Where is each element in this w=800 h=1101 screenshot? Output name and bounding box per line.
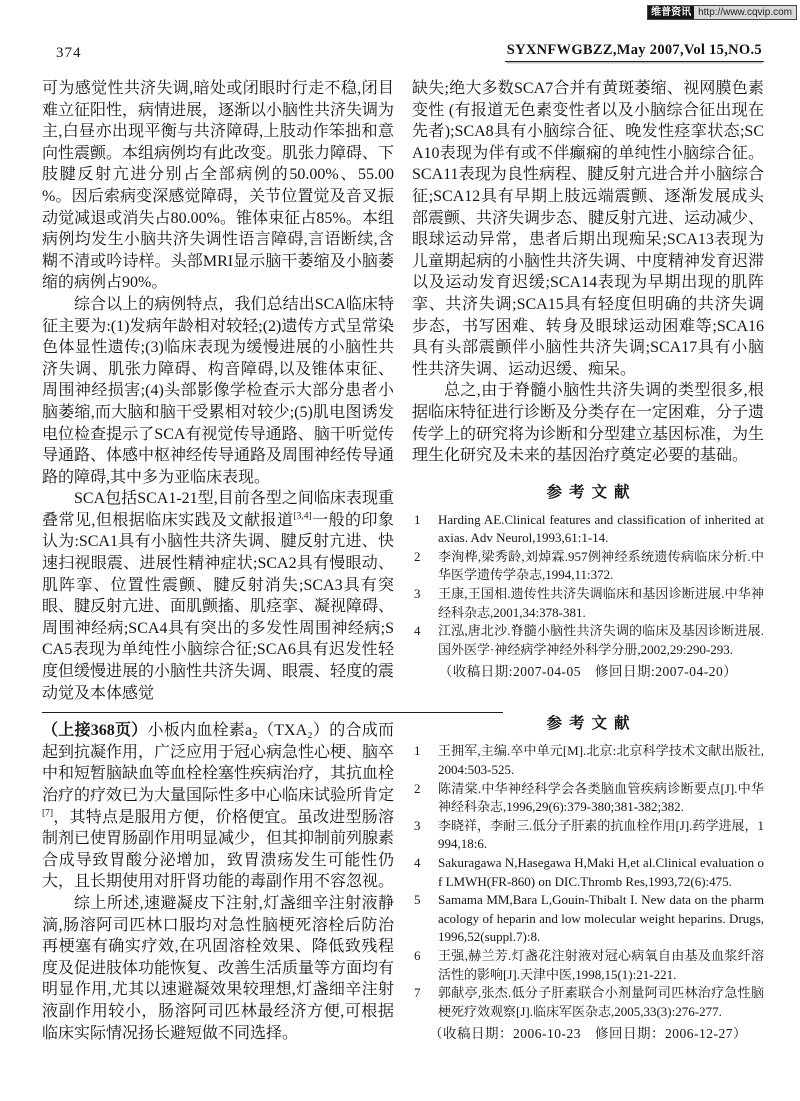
- reference-text: 王拥军,主编.卒中单元[M].北京:北京科学技术文献出版社,2004:503-525.: [438, 743, 764, 778]
- reference-item: [412, 511, 764, 548]
- article1-references-heading: 参考文献: [546, 483, 637, 501]
- reference-item: [412, 548, 764, 585]
- reference-number: 1: [414, 511, 421, 527]
- reference-text: 郭献亭,张杰.低分子肝素联合小剂量阿司匹林治疗急性脑梗死疗效观察[J].临床军医杂志,2005,33(3):276-277.: [438, 985, 764, 1019]
- watermark-url: http://www.cqvip.com: [694, 6, 796, 19]
- page-header: [42, 42, 764, 62]
- reference-text: 江泓,唐北沙.脊髓小脑性共济失调的临床及基因诊断进展.国外医学·神经病学神经外科学分册,2002,29:290-293.: [438, 623, 764, 657]
- reference-number: 7: [414, 985, 421, 1001]
- reference-text: 李洵桦,梁秀龄,刘焯霖.957例神经系统遗传病临床分析.中华医学遗传学杂志,1994,11:372.: [438, 548, 764, 583]
- reference-item: [412, 984, 764, 1021]
- citation-superscript: [7]: [42, 808, 54, 819]
- article2-references-heading: 参考文献: [546, 715, 637, 733]
- reference-item: [412, 947, 764, 984]
- reference-number: 4: [414, 855, 421, 870]
- paragraph: 总之,由于脊髓小脑性共济失调的类型很多,根据临床特征进行诊断及分类存在一定困难，分子遗传学上的研究将为诊断和分型建立基因标准，为生理生化研究及未来的基因治疗奠定必要的基础。: [412, 382, 765, 465]
- reference-number: 2: [414, 548, 421, 564]
- reference-item: [412, 817, 764, 854]
- paragraph: 综上所述,速避凝皮下注射,灯盏细辛注射液静滴,肠溶阿司匹林口服均对急性脑梗死溶栓后防治再梗塞有确实疗效,在巩固溶栓效果、降低致残程度及促进肢体功能恢复、改善生活质量等方面均有明显作用,尤其以速避凝效果较理想,灯盏细辛注射液副作用较小，肠溶阿司匹林最经济方便,可根据临床实际情况扬长避短做不同选择。: [42, 894, 395, 1042]
- reference-text: 陈清棠.中华神经科学会各类脑血管疾病诊断要点[J].中华神经科杂志,1996,29(6):379-380;381-382;382.: [438, 780, 764, 815]
- left-column: [42, 78, 394, 1044]
- citation-superscript: [3,4]: [293, 511, 312, 522]
- reference-number: 4: [414, 623, 421, 639]
- reference-number: 5: [414, 892, 421, 908]
- reference-item: [412, 891, 764, 947]
- reference-number: 3: [414, 586, 421, 602]
- article2-dates: （收稿日期：2006-10-23 修回日期：2006-12-27）: [429, 1026, 747, 1042]
- reference-text: 李晓祥，李耐三.低分子肝素的抗血栓作用[J].药学进展，1994,18:6.: [438, 817, 764, 852]
- reference-number: 6: [414, 947, 421, 963]
- reference-text: Harding AE.Clinical features and classification of inherited ataxias. Adv Neurol,1993,61:1-14.: [438, 511, 764, 546]
- reference-item: [412, 742, 764, 779]
- paragraph: 可为感觉性共济失调,暗处或闭眼时行走不稳,闭目难立征阳性，病情进展，逐渐以小脑性共济失调为主,白昼亦出现平衡与共济障碍,上肢动作笨拙和意向性震颤。本组病例均有此改变。肌张力障碍、下肢腱反射亢进分别占全部病例的50.00%、55.00 %。因后索病变深感觉障碍，关节位置觉及音叉振动觉减退或消失占80.00%。锥体束征占85%。本组病例均发生小脑共济失调性语言障碍,言语断续,含糊不清或吟诗样。头部MRI显示脑干萎缩及小脑萎缩的病例占90%。: [42, 80, 395, 292]
- reference-text: Sakuragawa N,Hasegawa H,Maki H,et al.Clinical evaluation of LMWH(FR-860) on DIC.Thromb Res,1993,72(6):475.: [438, 855, 764, 889]
- right-column: [412, 78, 764, 1044]
- page-number: 374: [56, 45, 82, 61]
- reference-text: Samama MM,Bara L,Gouin-Thibalt I. New data on the pharmacology of heparin and low molecular weight heparins. Drugs,1996,52(suppl.7):8.: [438, 892, 764, 945]
- reference-number: 1: [414, 743, 421, 759]
- article1-left-text: [42, 78, 394, 704]
- reference-item: [412, 585, 764, 622]
- article2-references: [412, 742, 764, 1021]
- reference-item: [412, 854, 764, 891]
- continued-from-label: （上接368页）: [42, 722, 148, 740]
- watermark: [647, 5, 797, 20]
- watermark-label: 维普资讯: [648, 6, 694, 19]
- paragraph: 缺失;绝大多数SCA7合并有黄斑萎缩、视网膜色素变性 (有报道无色素变性者以及小脑综合征出现在先者);SCA8具有小脑综合征、晚发性痉挛状态;SCA10表现为伴有或不伴癫痫的单纯性小脑综合征。SCA11表现为良性病程、腱反射亢进合并小脑综合征;SCA12具有早期上肢远端震颤、逐渐发展成头部震颤、共济失调步态、腱反射亢进、运动减少、眼球运动异常，患者后期出现痴呆;SCA13表现为儿童期起病的小脑性共济失调、中度精神发育迟滞以及运动发育迟缓;SCA14表现为早期出现的肌阵挛、共济失调;SCA15具有轻度但明确的共济失调步态，书写困难、转身及眼球运动困难等;SCA16具有头部震颤伴小脑性共济失调;SCA17具有小脑性共济失调、运动迟缓、痴呆。: [412, 80, 765, 378]
- article1-right-text: [412, 78, 764, 467]
- article1-references: [412, 511, 764, 660]
- reference-number: 2: [414, 780, 421, 796]
- reference-item: [412, 622, 764, 659]
- journal-citation: SYXNFWGBZZ,May 2007,Vol 15,NO.5: [505, 42, 764, 62]
- reference-item: [412, 780, 764, 817]
- two-column-body: [42, 78, 764, 1044]
- reference-text: 王康,王国相.遗传性共济失调临床和基因诊断进展.中华神经科杂志,2001,34:378-381.: [438, 586, 764, 620]
- article1-dates: （收稿日期:2007-04-05 修回日期:2007-04-20）: [438, 664, 738, 680]
- paragraph: SCA包括SCA1-21型,目前各型之间临床表现重叠常见,但根据临床实践及文献报道[3,4]一般的印象认为:SCA1具有小脑性共济失调、腱反射亢进、快速扫视眼震、进展性精神症状;SCA2具有慢眼动、肌阵挛、位置性震颤、腱反射消失;SCA3具有突眼、腱反射亢进、面肌颤搐、肌痉挛、凝视障碍、周围神经病;SCA4具有突出的多发性周围神经病;SCA5表现为单纯性小脑综合征;SCA6具有迟发性轻度但缓慢进展的小脑性共济失调、眼震、轻度的震动觉及本体感觉: [42, 490, 395, 702]
- reference-text: 王强,赫兰芳.灯盏花注射液对冠心病氧自由基及血浆纤溶活性的影响[J].天津中医,1998,15(1):21-221.: [438, 947, 764, 982]
- paragraph: （上接368页）小板内血栓素a₂（TXA₂）的合成而起到抗凝作用，广泛应用于冠心病急性心梗、脑卒中和短暂脑缺血等血栓栓塞性疾病治疗，其抗血栓治疗的疗效已为大量国际性多中心临床试验所肯定[7]，其特点是服用方便，价格便宜。虽改进型肠溶制剂已使胃肠副作用明显减少，但其抑制前列腺素合成导致胃酸分泌增加，致胃溃疡发生可能性仍大，且长期使用对肝肾功能的毒副作用不容忽视。: [42, 722, 395, 891]
- paragraph: 综合以上的病例特点，我们总结出SCA临床特征主要为:(1)发病年龄相对较轻;(2)遗传方式呈常染色体显性遗传;(3)临床表现为缓慢进展的小脑性共济失调、肌张力障碍、构音障碍,以及锥体束征、周围神经损害;(4)头部影像学检查示大部分患者小脑萎缩,而大脑和脑干受累相对较少;(5)肌电图诱发电位检查提示了SCA有视觉传导通路、脑干听觉传导通路、体感中枢神经传导通路及周围神经传导通路的障碍,其中多为亚临床表现。: [42, 295, 395, 486]
- article2-text: [42, 720, 394, 1044]
- reference-number: 3: [414, 817, 421, 833]
